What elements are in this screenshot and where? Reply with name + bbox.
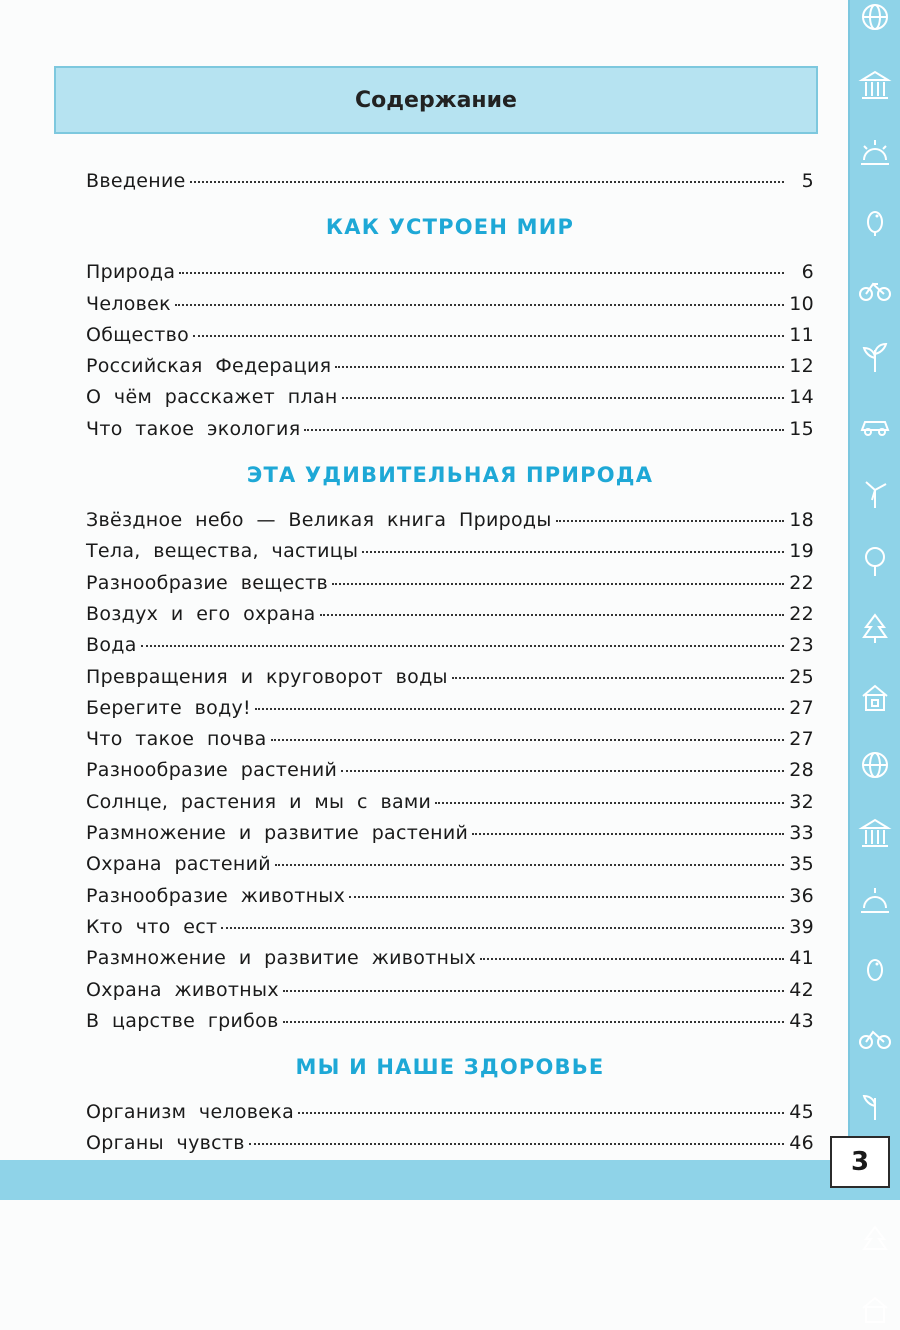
toc-entry-page: 43 <box>789 1009 814 1032</box>
dot-leader <box>335 366 784 368</box>
toc-entry-page: 42 <box>789 978 814 1001</box>
dot-leader <box>349 896 784 898</box>
toc-entry-label: Звёздное небо — Великая книга Природы <box>86 509 552 532</box>
page-number: 3 <box>830 1136 890 1188</box>
toc-entry-page: 11 <box>789 323 814 346</box>
toc-entry-label: Российская Федерация <box>86 355 332 378</box>
bird-icon <box>858 204 892 238</box>
dot-leader <box>271 739 784 741</box>
toc-entry[interactable] <box>86 849 814 880</box>
dot-leader <box>556 520 784 522</box>
toc-entry[interactable] <box>86 1006 814 1037</box>
dot-leader <box>342 397 784 399</box>
toc-entry-label: Разнообразие животных <box>86 884 346 907</box>
toc-entry-label: Разнообразие веществ <box>86 571 328 594</box>
toc-entry-page: 32 <box>789 790 814 813</box>
toc-entry-label: Кто что ест <box>86 915 218 938</box>
globe-icon <box>858 0 892 34</box>
toc-entry-label: Воздух и его охрана <box>86 602 316 625</box>
section-heading: МЫ И НАШЕ ЗДОРОВЬЕ <box>295 1055 605 1080</box>
toc-entry-page: 18 <box>789 509 814 532</box>
toc-entry-label: Общество <box>86 323 189 346</box>
toc-entry-label: Что такое почва <box>86 728 267 751</box>
page-title: Содержание <box>355 87 517 113</box>
dot-leader <box>255 708 784 710</box>
toc-entry[interactable] <box>86 912 814 943</box>
toc-entry-label: Разнообразие растений <box>86 759 338 782</box>
dot-leader <box>190 181 784 183</box>
toc-entry-page: 35 <box>789 853 814 876</box>
toc-entry[interactable] <box>86 320 814 351</box>
toc-entry-label: Берегите воду! <box>86 696 251 719</box>
toc-entry[interactable] <box>86 630 814 661</box>
dot-leader <box>304 429 784 431</box>
toc-entry[interactable] <box>86 289 814 320</box>
toc-entry-page: 39 <box>789 915 814 938</box>
car-icon <box>858 408 892 442</box>
dot-leader <box>221 927 784 929</box>
toc-entry-label: Что такое экология <box>86 417 301 440</box>
toc-entry[interactable] <box>86 1128 814 1159</box>
toc-entry-label: В царстве грибов <box>86 1009 279 1032</box>
tree-icon <box>858 544 892 578</box>
toc-entry-page: 23 <box>789 634 814 657</box>
toc-entry[interactable] <box>86 755 814 786</box>
dot-leader <box>452 677 784 679</box>
toc-entry-page: 10 <box>789 292 814 315</box>
building-icon <box>858 816 892 850</box>
section-heading: КАК УСТРОЕН МИР <box>325 215 575 240</box>
toc-entry-label: Организм человека <box>86 1101 295 1124</box>
fir-tree-icon <box>858 612 892 646</box>
toc-entry-label: Человек <box>86 292 171 315</box>
toc-entry-page: 19 <box>789 540 814 563</box>
toc-entry[interactable] <box>86 881 814 912</box>
toc-entry-label: Размножение и развитие животных <box>86 947 477 970</box>
toc-entry[interactable] <box>86 351 814 382</box>
globe-icon <box>858 748 892 782</box>
bicycle-icon <box>858 1020 892 1054</box>
toc-entry-page: 27 <box>789 696 814 719</box>
dot-leader <box>298 1112 784 1114</box>
dot-leader <box>341 770 784 772</box>
dot-leader <box>275 864 784 866</box>
decorative-side-strip <box>848 0 900 1200</box>
house-icon <box>858 1292 892 1326</box>
toc-entry-page: 28 <box>789 759 814 782</box>
decorative-bottom-strip <box>0 1160 900 1200</box>
toc-entry-page: 5 <box>801 170 814 192</box>
toc-entry[interactable] <box>86 975 814 1006</box>
dot-leader <box>472 833 784 835</box>
toc-entry[interactable] <box>86 568 814 599</box>
dot-leader <box>320 614 784 616</box>
toc-entry-page: 22 <box>789 571 814 594</box>
toc-entry-page: 33 <box>789 822 814 845</box>
dot-leader <box>362 551 784 553</box>
toc-entry[interactable] <box>86 505 814 536</box>
windmill-icon <box>858 476 892 510</box>
toc-entry-page: 6 <box>801 261 814 284</box>
dot-leader <box>141 645 784 647</box>
toc-entry-label: Тела, вещества, частицы <box>86 540 359 563</box>
toc-entry-intro[interactable] <box>86 166 814 197</box>
toc-entry-label: Природа <box>86 261 176 284</box>
bicycle-icon <box>858 272 892 306</box>
toc-entry[interactable] <box>86 943 814 974</box>
toc-entry-label: Охрана растений <box>86 853 271 876</box>
toc-entry-label: Превращения и круговорот воды <box>86 665 448 688</box>
toc-entry-page: 14 <box>789 386 814 409</box>
toc-entry-label: Солнце, растения и мы с вами <box>86 790 432 813</box>
toc-entry-page: 15 <box>789 417 814 440</box>
toc-entry-label: Размножение и развитие растений <box>86 822 469 845</box>
toc-entry-label: Органы чувств <box>86 1132 245 1155</box>
toc-entry-page: 46 <box>789 1132 814 1155</box>
plant-icon <box>858 1088 892 1122</box>
dot-leader <box>283 990 784 992</box>
fir-tree-icon <box>858 1224 892 1258</box>
toc-entry-page: 45 <box>789 1101 814 1124</box>
dot-leader <box>435 802 784 804</box>
toc-entry-page: 25 <box>789 665 814 688</box>
toc-entry[interactable] <box>86 818 814 849</box>
dot-leader <box>283 1021 784 1023</box>
toc-entry[interactable] <box>86 662 814 693</box>
bird-icon <box>858 952 892 986</box>
toc-entry-page: 22 <box>789 602 814 625</box>
toc-entry[interactable] <box>86 599 814 630</box>
dot-leader <box>332 583 784 585</box>
table-of-contents <box>86 166 814 1160</box>
sun-icon <box>858 136 892 170</box>
dot-leader <box>480 958 784 960</box>
toc-entry-label: Вода <box>86 634 137 657</box>
contents-header <box>54 66 818 134</box>
toc-entry-page: 41 <box>789 947 814 970</box>
toc-entry-label: О чём расскажет план <box>86 386 338 409</box>
toc-entry-page: 36 <box>789 884 814 907</box>
section-heading: ЭТА УДИВИТЕЛЬНАЯ ПРИРОДА <box>246 463 654 488</box>
toc-entry[interactable] <box>86 536 814 567</box>
toc-entry[interactable] <box>86 1097 814 1128</box>
toc-entry-label: Охрана животных <box>86 978 279 1001</box>
dot-leader <box>179 272 784 274</box>
toc-entry[interactable] <box>86 787 814 818</box>
toc-entry-page: 27 <box>789 728 814 751</box>
toc-entry[interactable] <box>86 693 814 724</box>
toc-entry[interactable] <box>86 414 814 445</box>
toc-entry-page: 12 <box>789 355 814 378</box>
toc-entry-label: Введение <box>86 170 186 192</box>
sun-icon <box>858 884 892 918</box>
dot-leader <box>175 304 784 306</box>
toc-entry[interactable] <box>86 724 814 755</box>
toc-entry[interactable] <box>86 257 814 288</box>
dot-leader <box>249 1143 784 1145</box>
plant-icon <box>858 340 892 374</box>
house-icon <box>858 680 892 714</box>
toc-entry[interactable] <box>86 382 814 413</box>
dot-leader <box>193 335 784 337</box>
building-icon <box>858 68 892 102</box>
